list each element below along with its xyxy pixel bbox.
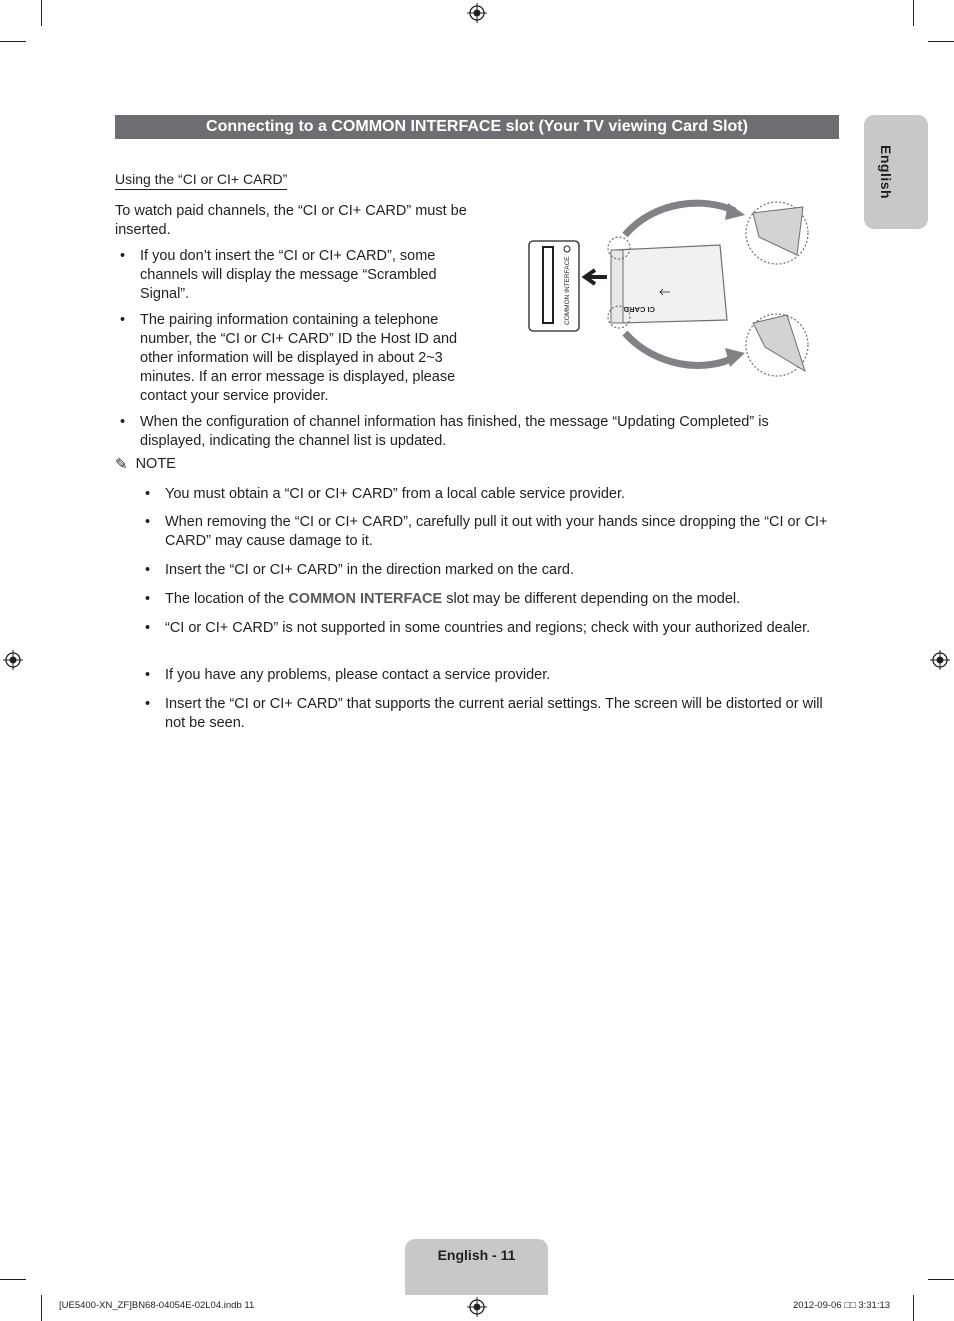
note-item [165, 590, 840, 609]
registration-mark-icon [930, 650, 950, 670]
note-item: Insert the “CI or CI+ CARD” in the direction marked on the card. [165, 562, 574, 578]
print-file-info: [UE5400-XN_ZF]BN68-04054E-02L04.indb 11 [59, 1300, 255, 1311]
bullet-item: The pairing information containing a telephone number, the “CI or CI+ CARD” ID the Host ID and other information will be displayed in about 2~3 minutes. If an error message is displayed, please contact your service provider. [140, 312, 458, 404]
bullet-dot: • [145, 620, 151, 636]
note-item: When removing the “CI or CI+ CARD”, carefully pull it out with your hands since dropping the “CI or CI+ CARD” may cause damage to it. [165, 514, 828, 549]
section-title-bar: Connecting to a COMMON INTERFACE slot (Your TV viewing Card Slot) [115, 115, 839, 139]
registration-mark-icon [467, 3, 487, 23]
note-text: The location of the [165, 591, 289, 607]
crop-mark [41, 1295, 42, 1321]
bullet-dot: • [145, 486, 151, 502]
crop-mark [928, 1279, 954, 1280]
slot-label: COMMON INTERFACE [564, 256, 571, 325]
note-label: NOTE [135, 456, 176, 472]
language-side-tab [864, 115, 928, 229]
bullet-dot: • [120, 312, 126, 328]
ci-card-edge [611, 250, 623, 323]
subheading: Using the “CI or CI+ CARD” [115, 171, 287, 190]
common-interface-term: COMMON INTERFACE [288, 591, 443, 607]
note-item: You must obtain a “CI or CI+ CARD” from a local cable service provider. [165, 486, 626, 502]
intro-paragraph: To watch paid channels, the “CI or CI+ CARD” must be inserted. [115, 203, 467, 238]
note-item: Insert the “CI or CI+ CARD” that supports the current aerial settings. The screen will be distorted or will not be seen. [165, 696, 823, 731]
note-heading [115, 455, 176, 474]
curved-arrow-head-icon [725, 348, 745, 367]
pencil-note-icon: ✎ [115, 456, 128, 473]
print-timestamp: 2012-09-06 □□ 3:31:13 [793, 1300, 891, 1311]
bullet-dot: • [120, 248, 126, 264]
curved-arrow-icon [625, 333, 735, 365]
crop-mark [41, 0, 42, 26]
ci-card-insertion-illustration [525, 195, 815, 385]
registration-mark-icon [3, 650, 23, 670]
bullet-dot: • [120, 414, 126, 430]
page-number-tab [405, 1239, 548, 1295]
page-number: English - 11 [437, 1247, 516, 1263]
bullet-dot: • [145, 591, 151, 607]
crop-mark [913, 1295, 914, 1321]
curved-arrow-head-icon [725, 203, 745, 220]
crop-mark [913, 0, 914, 26]
insert-direction-arrow-icon [585, 270, 607, 284]
note-item: “CI or CI+ CARD” is not supported in some countries and regions; check with your authorized dealer. [165, 620, 811, 636]
bullet-dot: • [145, 696, 151, 712]
crop-mark [0, 41, 26, 42]
bullet-item: When the configuration of channel information has finished, the message “Updating Completed” is displayed, indicating the channel list is updated. [140, 414, 769, 449]
crop-mark [928, 41, 954, 42]
note-item: If you have any problems, please contact a service provider. [165, 667, 551, 683]
bullet-dot: • [145, 562, 151, 578]
bullet-item: If you don’t insert the “CI or CI+ CARD”, some channels will display the message “Scrambled Signal”. [140, 248, 437, 302]
bullet-dot: • [145, 667, 151, 683]
curved-arrow-icon [625, 203, 735, 235]
card-label: CI CARD [623, 305, 655, 314]
bullet-dot: • [145, 514, 151, 530]
registration-mark-icon [467, 1297, 487, 1317]
language-label: English [878, 145, 894, 200]
note-text: slot may be different depending on the model. [442, 591, 741, 607]
crop-mark [0, 1279, 26, 1280]
